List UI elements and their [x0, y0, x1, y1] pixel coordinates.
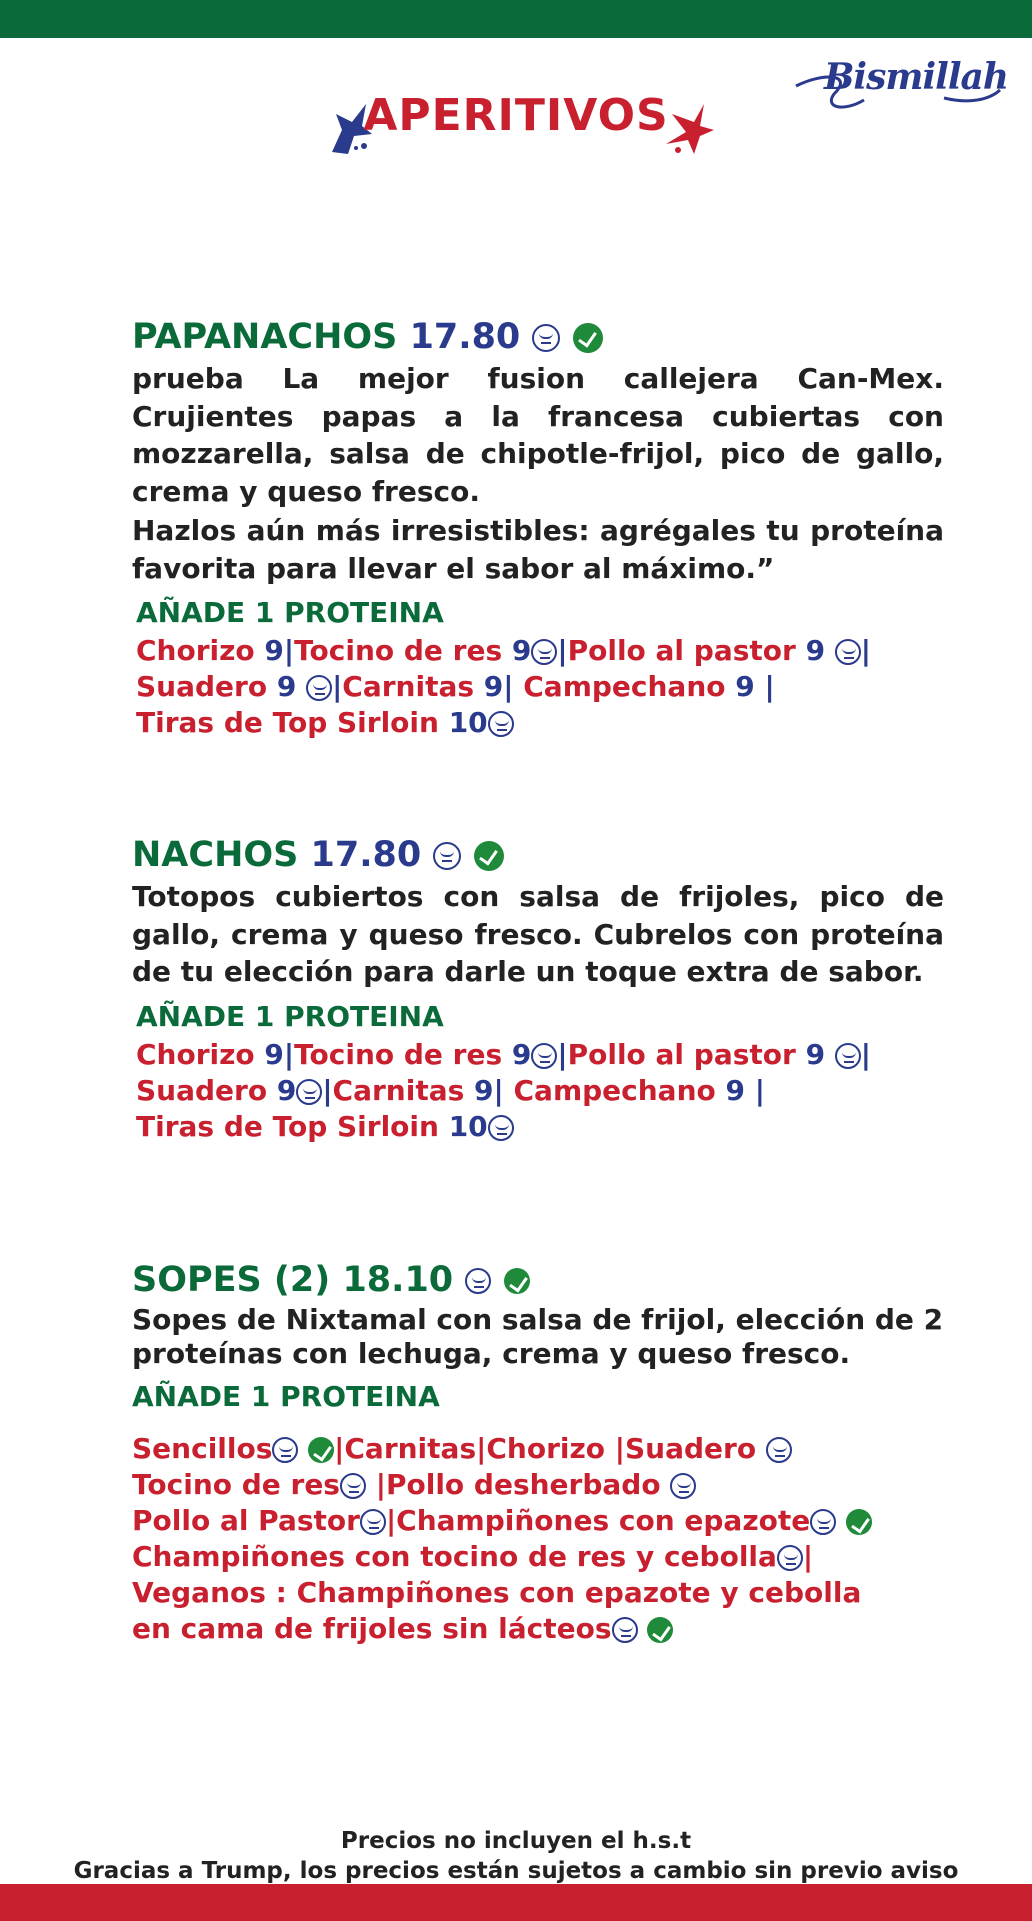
dish-price: 17.80: [409, 317, 521, 357]
options-line: [136, 1037, 944, 1073]
vegetarian-icon: [846, 1509, 872, 1535]
option-name: Pollo al pastor: [567, 634, 796, 667]
halal-icon: [531, 639, 557, 665]
option-name: Chorizo: [486, 1432, 615, 1465]
option-name: Carnitas: [332, 1073, 465, 1107]
separator: |: [332, 670, 343, 703]
halal-icon: [488, 1115, 514, 1141]
halal-icon: [810, 1509, 836, 1535]
option-price: 9: [474, 1073, 494, 1107]
option-name: Pollo desherbado: [385, 1468, 671, 1501]
option-name: Tocino de res: [132, 1468, 340, 1501]
option-name: Suadero: [624, 1432, 766, 1465]
option-name: Tocino de res: [294, 1037, 503, 1071]
option-price: 9: [264, 634, 284, 667]
option-price: 9: [805, 634, 826, 667]
option-name: Carnitas: [342, 670, 475, 703]
option-name: Chorizo: [136, 1037, 255, 1071]
options-line: [136, 669, 944, 705]
halal-icon: [532, 324, 560, 352]
vegetarian-icon: [573, 323, 603, 353]
separator: |: [322, 1073, 333, 1107]
halal-icon: [766, 1437, 792, 1463]
dish-description: Totopos cubiertos con salsa de frijoles, pico de gallo, crema y queso fresco. Cubrelos con proteína de tu elección para darle un toque extra de sabor.: [132, 880, 944, 988]
option-name: Carnitas: [344, 1432, 477, 1465]
hummingbird-icon: [664, 100, 716, 156]
dish-description: Hazlos aún más irresistibles: agrégales tu proteína favorita para llevar el sabor al máximo.”: [132, 514, 944, 585]
footer-notes: [0, 1826, 1032, 1886]
menu-section-papanachos: [132, 314, 944, 741]
dish-name: SOPES (2) 18.10: [132, 1260, 454, 1300]
halal-icon: [465, 1268, 491, 1294]
option-name: Champiñones con epazote: [396, 1504, 811, 1537]
separator: |: [283, 634, 295, 667]
option-price: 9: [483, 670, 504, 703]
option-price: 9: [276, 670, 297, 703]
halal-icon: [488, 711, 514, 737]
separator: |: [476, 1432, 487, 1465]
separator: |: [754, 1073, 765, 1107]
option-name: Sencillos: [132, 1432, 273, 1465]
separator: |: [375, 1468, 386, 1501]
option-name: Chorizo: [136, 634, 255, 667]
menu-section-sopes: [132, 1257, 944, 1647]
separator: |: [493, 1073, 504, 1107]
option-name: Campechano: [523, 670, 726, 703]
separator: |: [283, 1037, 295, 1071]
halal-icon: [531, 1043, 557, 1069]
menu-section-nachos: [132, 832, 944, 1145]
vegetarian-icon: [474, 841, 504, 871]
options-line: [136, 1073, 944, 1109]
halal-icon: [306, 675, 332, 701]
footer-price-note: Gracias a Trump, los precios están sujetos a cambio sin previo aviso: [73, 1858, 959, 1884]
option-price: 9: [276, 1073, 297, 1107]
separator: |: [557, 634, 568, 667]
separator: |: [764, 670, 775, 703]
halal-icon: [360, 1509, 386, 1535]
option-name: Suadero: [136, 670, 268, 703]
separator: |: [557, 1037, 568, 1071]
dish-heading: [132, 1257, 944, 1303]
vegetarian-icon: [647, 1617, 673, 1643]
option-price: 10: [448, 1109, 488, 1143]
add-protein-label: AÑADE 1 PROTEINA: [132, 1380, 440, 1413]
protein-options: [136, 1037, 944, 1145]
signature-text: Bismillah: [824, 56, 1008, 98]
options-line: [136, 705, 944, 741]
halal-icon: [835, 1043, 861, 1069]
halal-icon: [612, 1617, 638, 1643]
option-name: Tiras de Top Sirloin: [136, 1109, 439, 1143]
vegetarian-icon: [308, 1437, 334, 1463]
option-name: en cama de frijoles sin lácteos: [132, 1612, 612, 1645]
halal-icon: [340, 1473, 366, 1499]
halal-icon: [272, 1437, 298, 1463]
option-name: Veganos : Champiñones con epazote y cebolla: [132, 1576, 862, 1609]
option-name: Tocino de res: [294, 634, 503, 667]
options-line: [132, 1611, 944, 1647]
option-price: 9: [725, 1073, 745, 1107]
dish-description: Sopes de Nixtamal con salsa de frijol, elección de 2 proteínas con lechuga, crema y queso fresco.: [132, 1303, 944, 1370]
add-protein-label: AÑADE 1 PROTEINA: [136, 596, 444, 629]
dish-name: NACHOS: [132, 835, 299, 875]
separator: |: [802, 1540, 814, 1573]
options-line: [136, 1109, 944, 1145]
separator: |: [503, 670, 514, 703]
option-price: 9: [511, 1037, 532, 1071]
option-name: Suadero: [136, 1073, 268, 1107]
option-price: 9: [805, 1037, 826, 1071]
top-green-bar: [0, 0, 1032, 38]
halal-icon: [835, 639, 861, 665]
halal-icon: [777, 1545, 803, 1571]
option-price: 9: [511, 634, 532, 667]
protein-options: [132, 1431, 944, 1647]
dish-description: prueba La mejor fusion callejera Can-Mex. Crujientes papas a la francesa cubiertas con mozzarella, salsa de chipotle-frijol, pico de gallo, crema y queso fresco.: [132, 362, 944, 508]
separator: |: [860, 1037, 872, 1071]
options-line: [132, 1467, 944, 1503]
option-name: Pollo al Pastor: [132, 1504, 360, 1537]
option-name: Campechano: [513, 1073, 716, 1107]
option-name: Tiras de Top Sirloin: [136, 706, 439, 739]
page-title: APERITIVOS: [363, 90, 669, 141]
separator: |: [860, 634, 872, 667]
option-name: Champiñones con tocino de res y cebolla: [132, 1540, 777, 1573]
dish-heading: [132, 314, 944, 360]
option-price: 10: [448, 706, 488, 739]
options-line: [136, 633, 944, 669]
vegetarian-icon: [504, 1268, 530, 1294]
dish-name: PAPANACHOS: [132, 317, 398, 357]
options-line: [132, 1431, 944, 1467]
option-price: 9: [735, 670, 755, 703]
dish-price: 17.80: [310, 835, 422, 875]
options-line: [132, 1503, 944, 1539]
option-price: 9: [264, 1037, 284, 1071]
bottom-red-bar: [0, 1884, 1032, 1921]
protein-options: [136, 633, 944, 741]
option-name: Pollo al pastor: [567, 1037, 796, 1071]
halal-icon: [296, 1079, 322, 1105]
separator: |: [334, 1432, 345, 1465]
add-protein-label: AÑADE 1 PROTEINA: [136, 999, 444, 1033]
options-line: [132, 1539, 944, 1575]
separator: |: [614, 1432, 625, 1465]
separator: |: [385, 1504, 397, 1537]
dish-heading: [132, 832, 944, 878]
options-line: [132, 1575, 944, 1611]
halal-icon: [433, 842, 461, 870]
footer-tax-note: Precios no incluyen el h.s.t: [340, 1828, 692, 1854]
halal-icon: [670, 1473, 696, 1499]
